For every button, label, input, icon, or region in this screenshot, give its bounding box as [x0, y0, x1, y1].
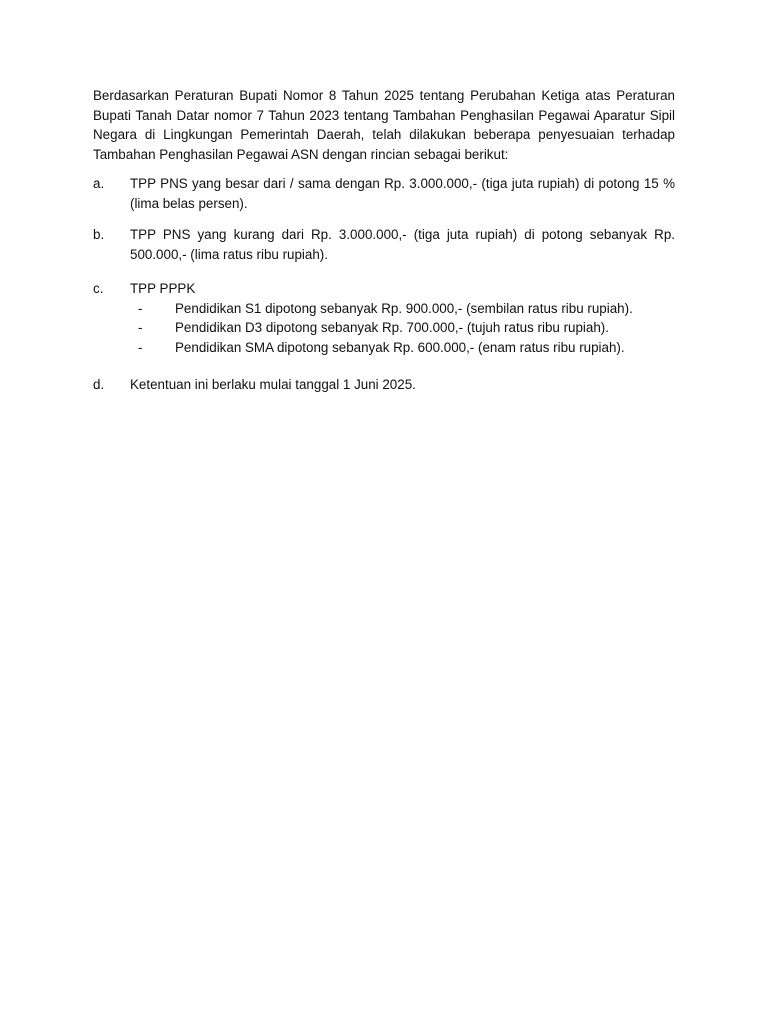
list-marker: b. [93, 227, 105, 242]
list-item-text: TPP PPPK [130, 281, 196, 296]
list-item-b [93, 225, 675, 264]
list-item-c [93, 279, 675, 357]
sublist-item-text: Pendidikan SMA dipotong sebanyak Rp. 600.000,- (enam ratus ribu rupiah). [175, 339, 625, 355]
list-marker: a. [93, 176, 105, 191]
dash-bullet: - [138, 339, 143, 355]
sublist-item-text: Pendidikan S1 dipotong sebanyak Rp. 900.000,- (sembilan ratus ribu rupiah). [175, 300, 633, 316]
sublist-item-text: Pendidikan D3 dipotong sebanyak Rp. 700.000,- (tujuh ratus ribu rupiah). [175, 320, 609, 335]
list-marker: d. [93, 377, 105, 392]
dash-bullet: - [138, 320, 143, 335]
sublist-item-sma [130, 338, 675, 358]
list-item-d [93, 375, 675, 395]
sublist-item-s1 [130, 299, 675, 319]
document-page [93, 86, 675, 395]
list-item-text: TPP PNS yang kurang dari Rp. 3.000.000,- (tiga juta rupiah) di potong sebanyak Rp. 500.000,- (lima ratus ribu rupiah). [130, 227, 675, 262]
list-item-a [93, 174, 675, 213]
sublist-item-d3 [130, 318, 675, 338]
list-marker: c. [93, 281, 104, 296]
dash-bullet: - [138, 300, 143, 316]
intro-paragraph: Berdasarkan Peraturan Bupati Nomor 8 Tahun 2025 tentang Perubahan Ketiga atas Peraturan Bupati Tanah Datar nomor 7 Tahun 2023 tentang Tambahan Penghasilan Pegawai Aparatur Sipil Negara di Lingkungan Pemerintah Daerah, telah dilakukan beberapa penyesuaian terhadap Tambahan Penghasilan Pegawai ASN dengan rincian sebagai berikut: [93, 88, 675, 162]
list-item-text: Ketentuan ini berlaku mulai tanggal 1 Juni 2025. [130, 377, 416, 392]
list-item-text: TPP PNS yang besar dari / sama dengan Rp. 3.000.000,- (tiga juta rupiah) di potong 15 % (lima belas persen). [130, 176, 675, 211]
pppk-sublist [130, 299, 675, 358]
